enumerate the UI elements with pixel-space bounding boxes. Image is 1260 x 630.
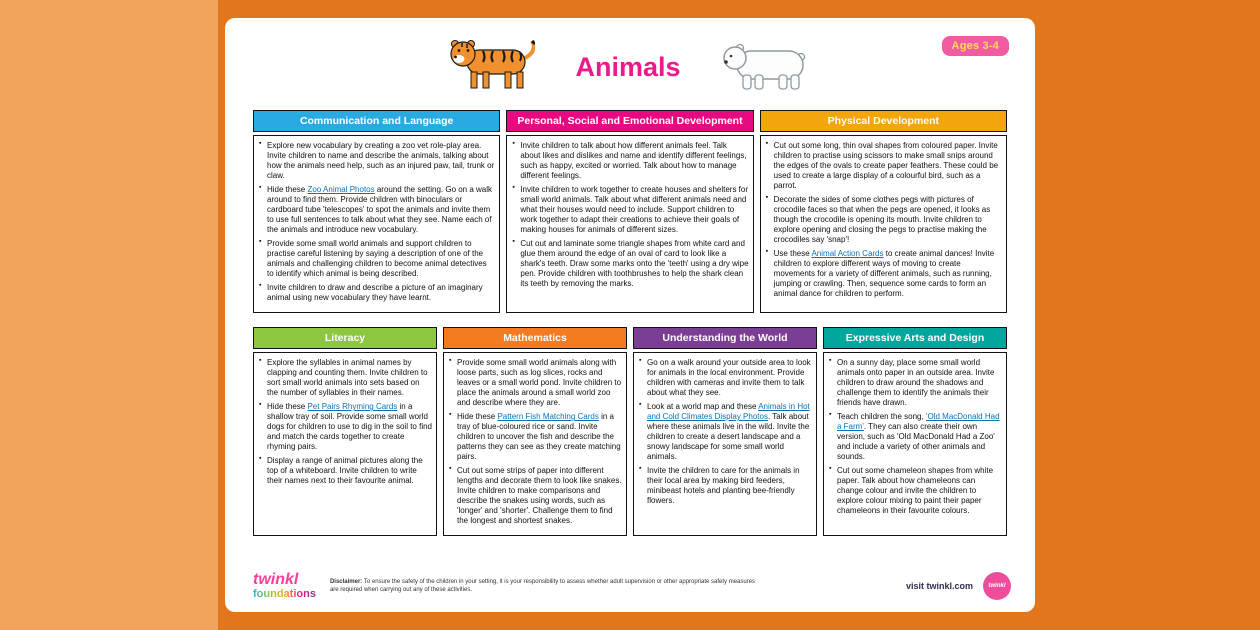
section-body [506, 135, 753, 313]
section-literacy [253, 327, 437, 536]
page-header [253, 32, 1007, 102]
bullet-item [258, 456, 432, 486]
disclaimer-label: Disclaimer: [329, 578, 363, 585]
section-physical-development [760, 110, 1007, 313]
development-areas-row-1 [253, 110, 1007, 313]
bullet-list [511, 141, 748, 289]
resource-link[interactable]: Pattern Fish Matching Cards [497, 412, 599, 422]
bullet-text: in a shallow tray of soil. Provide some small world dogs for children to use to dig in the soil to find and match the cards together to create rhyming pairs. [267, 402, 432, 452]
resource-link[interactable]: Animals in Hot and Cold Climates Display Photos [647, 402, 810, 422]
bullet-text: Invite children to work together to create houses and shelters for small world animals. Talk about what different animals need and what their houses would need to include. Support children to work together to adapt their creations to achieve their goals of making houses for animals of different sizes. [520, 185, 749, 235]
bullet-text: Teach children the song, [837, 412, 926, 422]
bullet-text: Cut out some long, thin oval shapes from coloured paper. Invite children to practise using scissors to make small snips around the edges of the ovals to create paper feathers. These could be used to create a large display of a colourful bird, such as a parrot. [773, 141, 999, 191]
page-title: Animals [575, 51, 681, 82]
bullet-item [828, 466, 1002, 516]
section-body [633, 352, 817, 536]
bullet-text: in a tray of blue-coloured rice or sand. Invite children to uncover the fish and describe the patterns they can see as they create matching pairs. [457, 412, 621, 462]
bullet-item [828, 358, 1002, 408]
section-body [823, 352, 1007, 536]
section-communication-and-language [253, 110, 500, 313]
disclaimer-text [330, 578, 760, 594]
bullet-list [448, 358, 622, 526]
footer-right [906, 572, 1011, 600]
bullet-text: Hide these [267, 402, 308, 412]
section-body [253, 352, 437, 536]
bullet-text: . Talk about where these animals live in the wild. Invite the children to create a desert landscape and a snowy landscape for some small world animals. [647, 412, 810, 462]
bullet-text: Invite the children to care for the animals in their local area by making bird feeders, minibeast hotels and planting bee-friendly flowers. [647, 466, 800, 506]
logo-twinkl-text: twinkl [253, 571, 299, 588]
bullet-text: around the setting. Go on a walk around to find them. Provide children with binoculars or cardboard tube 'telescopes' to spot the animals and invite them to use full sentences to talk about what they see. Name each of the animals and introduce new vocabulary. [267, 185, 493, 235]
bullet-item [258, 402, 432, 452]
bullet-item [448, 412, 622, 462]
section-body [760, 135, 1007, 313]
bullet-text: On a sunny day, place some small world animals onto paper in an outside area. Invite children to draw around the shadows and challenge them to identify the animals their friends have drawn. [837, 358, 995, 408]
section-title: Physical Development [760, 110, 1007, 132]
bullet-text: Go on a walk around your outside area to look for animals in the local environment. Provide children with cameras and invite them to talk about what they see. [647, 358, 811, 398]
bullet-text: Decorate the sides of some clothes pegs with pictures of crocodile faces so that when the pegs are opened, it looks as though the crocodile is opening its mouth. Invite children to explore opening and closing the pegs to practise making the crocodiles say 'snap'! [773, 195, 991, 245]
tiger-illustration-icon [449, 38, 535, 97]
section-mathematics [443, 327, 627, 536]
bullet-list [258, 141, 495, 303]
section-understanding-the-world [633, 327, 817, 536]
bullet-text: to create animal dances! Invite children to explore different ways of moving to create movements for a variety of different animals, such as running, jumping or crawling. Then, sequence some cards to form an animal dance for children to perform. [773, 249, 995, 299]
bullet-item [511, 141, 748, 181]
bullet-text: Explore new vocabulary by creating a zoo vet role-play area. Invite children to name and describe the animals, talking about how the animals need help, such as an injured paw, tail, trunk or claw. [267, 141, 495, 181]
bullet-item [511, 239, 748, 289]
bullet-text: Cut out and laminate some triangle shapes from white card and glue them around the edge of an oval of card to look like a shark's teeth. Draw some marks onto the 'teeth' using a dry wipe pen. Provide children with toothbrushes to help the shark clean its teeth by removing the marks. [520, 239, 749, 289]
bullet-item [638, 402, 812, 462]
bullet-text: . They can also create their own version, such as 'Old MacDonald Had a Zoo' and include a variety of other animals and sounds. [837, 422, 995, 462]
bullet-text: Invite children to draw and describe a picture of an imaginary animal using new vocabulary they have learnt. [267, 283, 483, 303]
bullet-list [828, 358, 1002, 516]
bullet-item [765, 249, 1002, 299]
bullet-text: Use these [773, 249, 812, 259]
bullet-item [258, 283, 495, 303]
bullet-text: Provide some small world animals and support children to practise careful listening by saying a description of one of the animals and challenging children to become animal detectives to identify which animal is being described. [267, 239, 487, 279]
resource-link[interactable]: 'Old MacDonald Had a Farm' [837, 412, 1000, 432]
bullet-text: Invite children to talk about how different animals feel. Talk about likes and dislikes and name and identify different feelings, such as happy, excited or worried. Talk about how to manage different feelings. [520, 141, 747, 181]
section-expressive-arts-and-design [823, 327, 1007, 536]
section-title: Mathematics [443, 327, 627, 349]
bullet-item [448, 358, 622, 408]
bullet-item [258, 141, 495, 181]
bullet-item [638, 358, 812, 398]
resource-link[interactable]: Zoo Animal Photos [307, 185, 375, 195]
bullet-text: Display a range of animal pictures along the top of a whiteboard. Invite children to write their names next to their favourite animal. [267, 456, 423, 486]
bullet-item [828, 412, 1002, 462]
section-title: Personal, Social and Emotional Development [506, 110, 753, 132]
section-title: Communication and Language [253, 110, 500, 132]
ages-badge: Ages 3-4 [942, 36, 1009, 56]
resource-link[interactable]: Pet Pairs Rhyming Cards [307, 402, 398, 412]
section-title: Understanding the World [633, 327, 817, 349]
bullet-list [765, 141, 1002, 299]
section-title: Literacy [253, 327, 437, 349]
bullet-list [258, 358, 432, 486]
bullet-item [258, 239, 495, 279]
bullet-text: Hide these [267, 185, 308, 195]
resource-link[interactable]: Animal Action Cards [811, 249, 884, 259]
bullet-item [511, 185, 748, 235]
bullet-item [258, 185, 495, 235]
bullet-list [638, 358, 812, 506]
bullet-text: Hide these [457, 412, 498, 422]
bullet-item [765, 195, 1002, 245]
visit-twinkl-link[interactable]: visit twinkl.com [905, 581, 973, 591]
bullet-item [448, 466, 622, 526]
document-page [225, 18, 1035, 612]
bullet-text: Provide some small world animals along with loose parts, such as log slices, rocks and leaves or a small world pond. Invite children to place the animals around a small world zoo and describe where they are. [457, 358, 622, 408]
bullet-text: Cut out some strips of paper into different lengths and decorate them to look like snakes. Invite children to make comparisons and describe the snakes using words, such as 'longer' and 'shorter'. Challenge them to find the longest and shortest snakes. [457, 466, 622, 526]
twinkl-quality-badge-icon [983, 572, 1011, 600]
section-title: Expressive Arts and Design [823, 327, 1007, 349]
bullet-text: Look at a world map and these [647, 402, 759, 412]
page-footer [253, 572, 1011, 600]
bullet-text: Cut out some chameleon shapes from white paper. Talk about how chameleons can change colour and invite the children to explore colour mixing to paint their paper chameleons in their favourite colours. [837, 466, 994, 516]
twinkl-foundations-logo [253, 572, 316, 600]
bullet-item [638, 466, 812, 506]
section-body [253, 135, 500, 313]
quality-badge-text: twinkl [988, 583, 1006, 589]
polar-bear-illustration-icon [721, 37, 811, 98]
bullet-item [258, 358, 432, 398]
bullet-item [765, 141, 1002, 191]
section-body [443, 352, 627, 536]
development-areas-row-2 [253, 327, 1007, 536]
section-personal-social-emotional-development [506, 110, 753, 313]
bullet-text: Explore the syllables in animal names by clapping and counting them. Invite children to sort small world animals into sets based on the number of syllables in their names. [267, 358, 428, 398]
logo-foundations-text: foundations [253, 588, 316, 600]
disclaimer-body: To ensure the safety of the children in your setting, it is your responsibility to assess whether adult supervision or other appropriate safety measures are required when carrying out any of these activities. [329, 578, 756, 593]
